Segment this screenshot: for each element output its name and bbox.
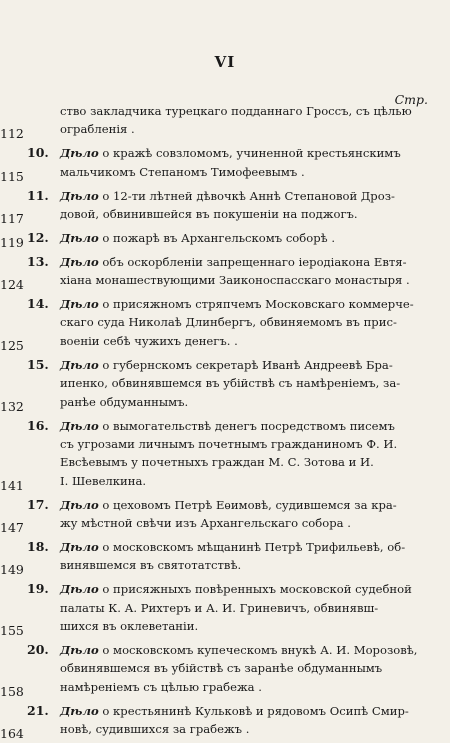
entry-text: ранѣе обдуманнымъ. <box>60 394 189 409</box>
entry-page-number: 132 <box>0 398 24 414</box>
entry-page-number: 149 <box>0 562 24 578</box>
entry-page-number: 147 <box>0 519 24 535</box>
entry-number: 11. <box>27 187 49 203</box>
entry-text: шихся въ оклеветаніи. <box>60 618 199 633</box>
entry-text: Евсѣевымъ у почетныхъ граждан М. С. Зотова и И. <box>60 455 374 470</box>
entry-line <box>0 374 450 392</box>
entry-page-number: 117 <box>0 210 24 226</box>
entry-number: 18. <box>27 538 49 554</box>
entry-text: Дѣло о московскомъ купеческомъ внукѣ А. И. Морозовѣ, <box>60 642 418 657</box>
entry-page-number: 112 <box>0 126 24 142</box>
entry-page-number: 155 <box>0 622 24 638</box>
entry-line <box>0 356 450 374</box>
entry-line <box>0 599 450 617</box>
entry-line <box>0 102 450 120</box>
entry-text: Дѣло о 12-ти лѣтней дѣвочкѣ Аннѣ Степановой Дроз- <box>60 188 395 203</box>
entry-number: 10. <box>27 145 49 161</box>
entry-line <box>0 538 450 556</box>
entry-text: Дѣло о присяжномъ стряпчемъ Московскаго коммерче- <box>60 297 414 312</box>
entry-page-number: 141 <box>0 477 24 493</box>
entry-line <box>0 659 450 677</box>
entry-text: Дѣло о кражѣ совзломомъ, учиненной крестьянскимъ <box>60 146 401 161</box>
entry-line <box>0 702 450 720</box>
entry-number: 13. <box>27 253 49 269</box>
entry-page-number: 119 <box>0 234 24 250</box>
entry-text: новѣ, судившихся за грабежъ . <box>60 721 250 736</box>
entry-number: 15. <box>27 356 49 372</box>
entry-text: Дѣло о вымогательствѣ денегъ посредствомъ писемъ <box>60 418 395 433</box>
entry-line <box>0 580 450 598</box>
entry-text: хіана монашествующими Заиконоспасскаго монастыря . <box>60 273 410 288</box>
entry-text: Дѣло о пожарѣ въ Архангельскомъ соборѣ . <box>60 230 336 245</box>
entry-line <box>0 253 450 271</box>
entry-line <box>0 295 450 313</box>
entry-number: 21. <box>27 702 49 718</box>
entry-line <box>0 496 450 514</box>
entry-text: обвинявшемся въ убійствѣ съ заранѣе обдуманнымъ <box>60 661 383 676</box>
entry-text: намѣреніемъ съ цѣлью грабежа . <box>60 679 262 694</box>
entry-line <box>0 187 450 205</box>
entry-text: І. Шевелкина. <box>60 473 147 488</box>
entry-line <box>0 313 450 331</box>
entry-number: 16. <box>27 417 49 433</box>
entry-line <box>0 144 450 162</box>
entry-text: ограбленія . <box>60 122 135 137</box>
table-of-contents <box>0 102 450 741</box>
entry-text: Дѣло о московскомъ мѣщанинѣ Петрѣ Трифильевѣ, об- <box>60 539 406 554</box>
entry-page-number: 164 <box>0 725 24 741</box>
page-column-header: Стр. <box>394 92 428 107</box>
entry-text: винявшемся въ святотатствѣ. <box>60 558 242 573</box>
entry-number: 20. <box>27 641 49 657</box>
entry-line <box>0 453 450 471</box>
entry-text: съ угрозами личнымъ почетнымъ гражданиномъ Ф. И. <box>60 436 398 451</box>
entry-line <box>0 435 450 453</box>
page-number: VI <box>214 53 236 71</box>
entry-page-number: 158 <box>0 683 24 699</box>
entry-text: палаты К. А. Рихтеръ и А. И. Гриневичъ, обвинявш- <box>60 600 379 615</box>
entry-text: Дѣло о губернскомъ секретарѣ Иванѣ Андреевѣ Бра- <box>60 357 393 372</box>
entry-text: военіи себѣ чужихъ денегъ. . <box>60 333 238 348</box>
entry-text: Дѣло объ оскорбленіи запрещеннаго іеродіакона Евтя- <box>60 254 407 269</box>
entry-text: ипенко, обвинявшемся въ убійствѣ съ намѣреніемъ, за- <box>60 376 401 391</box>
entry-page-number: 124 <box>0 277 24 293</box>
entry-text: Дѣло о присяжныхъ повѣренныхъ московской судебной <box>60 582 412 597</box>
entry-number: 12. <box>27 229 49 245</box>
entry-line <box>0 417 450 435</box>
entry-text: ство закладчика турецкаго подданнаго Гроссъ, съ цѣлью <box>60 104 412 118</box>
entry-number: 14. <box>27 296 49 312</box>
entry-text: жу мѣстной свѣчи изъ Архангельскаго собора . <box>60 515 351 530</box>
entry-number: 17. <box>27 496 49 512</box>
entry-text: Дѣло о цеховомъ Петрѣ Еѳимовѣ, судившемся за кра- <box>60 497 397 512</box>
entry-page-number: 125 <box>0 337 24 353</box>
entry-number: 19. <box>27 581 49 597</box>
entry-text: Дѣло о крестьянинѣ Кульковѣ и рядовомъ Осипѣ Смир- <box>60 703 409 718</box>
entry-line <box>0 641 450 659</box>
entry-text: мальчикомъ Степаномъ Тимофеевымъ . <box>60 164 305 179</box>
entry-page-number: 115 <box>0 168 24 184</box>
entry-text: довой, обвинившейся въ покушеніи на поджогъ. <box>60 206 358 221</box>
entry-text: скаго суда Николаѣ Длинбергъ, обвиняемомъ въ прис- <box>60 315 397 330</box>
